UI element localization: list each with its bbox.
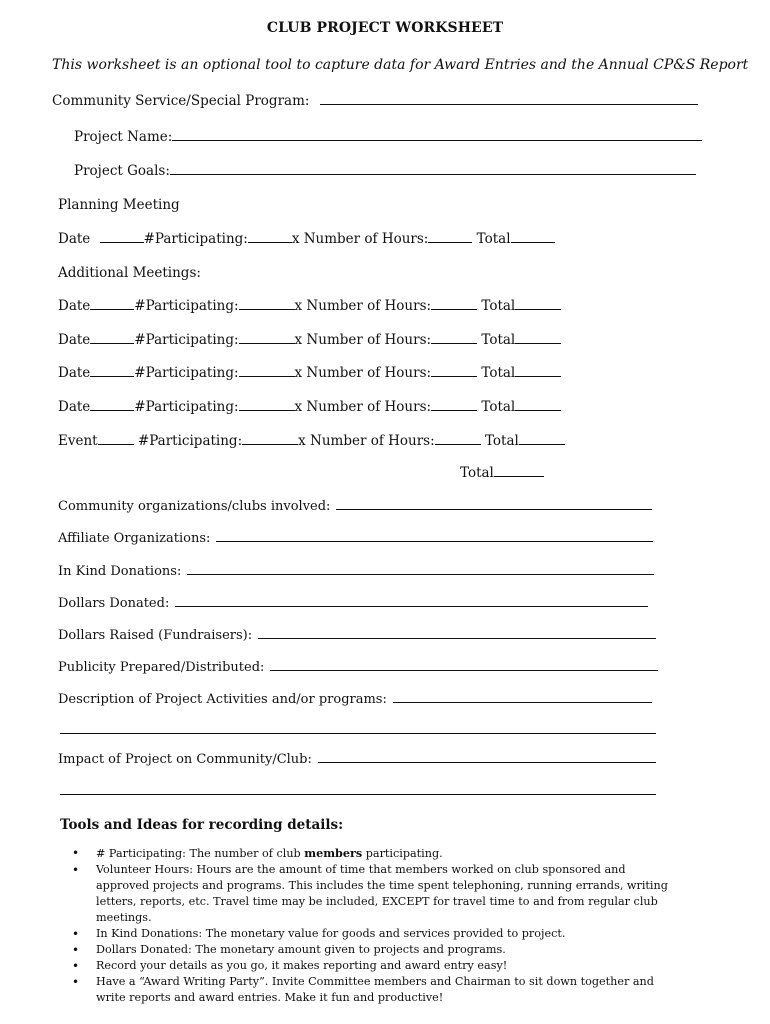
bullet-text: Record your details as you go, it makes reporting and award entry easy! [96, 959, 508, 972]
event-total-field[interactable] [519, 433, 565, 445]
grand-total-row [460, 465, 544, 481]
planning-date-field[interactable] [100, 231, 144, 243]
meeting-row-2 [58, 332, 561, 348]
impact-row [58, 750, 656, 767]
meeting-hours-label: x Number of Hours: [294, 298, 432, 314]
community-program-label: Community Service/Special Program: [52, 93, 310, 109]
list-item [72, 958, 682, 974]
planning-date-label: Date [58, 231, 91, 247]
meeting-date-field[interactable] [90, 365, 134, 377]
impact-label: Impact of Project on Community/Club: [58, 752, 312, 767]
additional-meetings-label: Additional Meetings: [58, 265, 201, 281]
in-kind-field[interactable] [187, 562, 654, 575]
planning-participating-label: #Participating: [143, 231, 248, 247]
community-orgs-label: Community organizations/clubs involved: [58, 499, 331, 514]
list-item [72, 845, 682, 862]
list-item [72, 926, 682, 942]
description-label: Description of Project Activities and/or programs: [58, 692, 387, 707]
grand-total-field[interactable] [494, 465, 544, 477]
event-participating-label: #Participating: [137, 433, 243, 449]
project-name-field[interactable] [172, 129, 702, 141]
meeting-total-label: Total [481, 298, 516, 314]
meeting-row-3 [58, 365, 561, 381]
project-name-row [74, 129, 702, 145]
list-item [72, 974, 682, 1006]
bullet-bold-text: members [304, 846, 363, 860]
tools-list [72, 845, 682, 1006]
event-total-label: Total [484, 433, 519, 449]
event-hours-field[interactable] [435, 433, 481, 445]
planning-participating-field[interactable] [248, 231, 292, 243]
meeting-participating-label: #Participating: [134, 332, 239, 348]
meeting-date-field[interactable] [90, 399, 134, 411]
planning-total-field[interactable] [511, 231, 555, 243]
project-name-label: Project Name: [74, 129, 173, 145]
description-extra-line[interactable] [60, 733, 656, 734]
dollars-raised-label: Dollars Raised (Fundraisers): [58, 628, 253, 643]
impact-field[interactable] [318, 750, 656, 763]
page-subtitle: This worksheet is an optional tool to capture data for Award Entries and the Annual CP&S Report [52, 57, 749, 73]
bullet-text: Have a “Award Writing Party”. Invite Committee members and Chairman to sit down together and write reports and award entries. Make it fun and productive! [96, 975, 654, 1004]
meeting-total-field[interactable] [515, 365, 561, 377]
tools-heading: Tools and Ideas for recording details: [60, 817, 344, 833]
meeting-hours-label: x Number of Hours: [294, 365, 432, 381]
meeting-total-field[interactable] [515, 298, 561, 310]
community-orgs-field[interactable] [336, 497, 652, 510]
meeting-total-field[interactable] [515, 332, 561, 344]
event-row [58, 433, 565, 449]
meeting-row-4 [58, 399, 561, 415]
meeting-participating-field[interactable] [239, 332, 295, 344]
in-kind-label: In Kind Donations: [58, 564, 182, 579]
meeting-total-label: Total [481, 332, 516, 348]
in-kind-row [58, 562, 654, 579]
meeting-total-field[interactable] [515, 399, 561, 411]
planning-total-label: Total [476, 231, 511, 247]
list-item [72, 942, 682, 958]
affiliate-orgs-label: Affiliate Organizations: [58, 531, 211, 546]
project-goals-label: Project Goals: [74, 163, 170, 179]
event-row-lead: Event [58, 433, 98, 449]
bullet-text: Volunteer Hours: Hours are the amount of time that members worked on club sponsored and approved projects and programs. This includes the time spent telephoning, running errands, writing letters, reports, etc. Travel time may be included, EXCEPT for travel time to and from regular club meetings. [96, 863, 668, 924]
dollars-donated-label: Dollars Donated: [58, 596, 170, 611]
bullet-text: participating. [362, 847, 443, 860]
publicity-field[interactable] [270, 658, 658, 671]
description-field[interactable] [393, 690, 652, 703]
meeting-total-label: Total [481, 399, 516, 415]
meeting-total-label: Total [481, 365, 516, 381]
affiliate-orgs-row [58, 529, 653, 546]
meeting-row-lead: Date [58, 298, 91, 314]
meeting-participating-label: #Participating: [134, 365, 239, 381]
meeting-date-field[interactable] [90, 298, 134, 310]
project-goals-field[interactable] [170, 163, 696, 175]
publicity-row [58, 658, 658, 675]
meeting-hours-label: x Number of Hours: [294, 332, 432, 348]
meeting-hours-field[interactable] [431, 365, 477, 377]
bullet-text: In Kind Donations: The monetary value for goods and services provided to project. [96, 927, 566, 940]
meeting-row-lead: Date [58, 399, 91, 415]
meeting-participating-field[interactable] [239, 399, 295, 411]
event-field[interactable] [98, 433, 134, 445]
community-program-row [52, 93, 698, 109]
meeting-date-field[interactable] [90, 332, 134, 344]
list-item [72, 862, 682, 926]
meeting-row-1 [58, 298, 561, 314]
event-hours-label: x Number of Hours: [298, 433, 435, 449]
meeting-participating-field[interactable] [239, 365, 295, 377]
meeting-row-lead: Date [58, 332, 91, 348]
impact-extra-line[interactable] [60, 794, 656, 795]
meeting-row-lead: Date [58, 365, 91, 381]
dollars-donated-row [58, 594, 648, 611]
community-orgs-row [58, 497, 652, 514]
planning-hours-label: x Number of Hours: [291, 231, 429, 247]
event-participating-field[interactable] [242, 433, 298, 445]
bullet-text: # Participating: The number of club [96, 847, 305, 860]
community-program-field[interactable] [320, 93, 698, 105]
meeting-participating-field[interactable] [239, 298, 295, 310]
planning-meeting-label: Planning Meeting [58, 197, 180, 213]
grand-total-label: Total [460, 465, 494, 481]
description-row [58, 690, 652, 707]
dollars-raised-field[interactable] [258, 626, 656, 639]
project-goals-row [74, 163, 696, 179]
meeting-hours-label: x Number of Hours: [294, 399, 432, 415]
meeting-participating-label: #Participating: [134, 298, 239, 314]
planning-meeting-row [58, 231, 555, 247]
publicity-label: Publicity Prepared/Distributed: [58, 660, 265, 675]
dollars-donated-field[interactable] [175, 594, 648, 607]
page-title: CLUB PROJECT WORKSHEET [266, 20, 504, 36]
meeting-hours-field[interactable] [431, 298, 477, 310]
meeting-hours-field[interactable] [431, 399, 477, 411]
affiliate-orgs-field[interactable] [216, 529, 653, 542]
meeting-participating-label: #Participating: [134, 399, 239, 415]
meeting-hours-field[interactable] [431, 332, 477, 344]
bullet-text: Dollars Donated: The monetary amount given to projects and programs. [96, 943, 506, 956]
planning-hours-field[interactable] [428, 231, 472, 243]
dollars-raised-row [58, 626, 656, 643]
